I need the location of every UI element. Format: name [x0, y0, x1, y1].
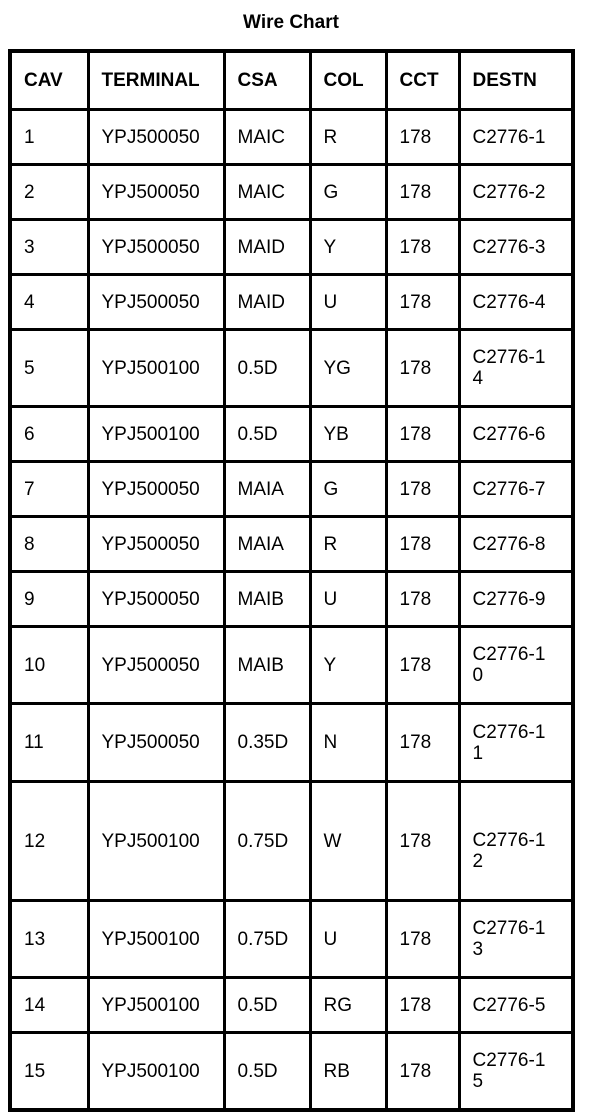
- terminal-cell: YPJ500100: [88, 978, 224, 1033]
- destn-cell: [459, 627, 573, 704]
- destn-text: C2776-8: [472, 533, 546, 555]
- table-row: [10, 330, 573, 407]
- wire-chart-table: [8, 49, 575, 1112]
- csa-cell: 0.5D: [224, 330, 310, 407]
- cav-cell: 8: [10, 517, 88, 572]
- cav-cell: 5: [10, 330, 88, 407]
- terminal-cell: YPJ500050: [88, 572, 224, 627]
- header-csa: CSA: [224, 51, 310, 110]
- col-cell: G: [310, 165, 386, 220]
- destn-cell: [459, 901, 573, 978]
- destn-text: C2776-4: [472, 291, 546, 313]
- cct-cell: 178: [386, 517, 459, 572]
- destn-cell: [459, 782, 573, 901]
- destn-text: C2776-13: [472, 918, 546, 960]
- header-cct: CCT: [386, 51, 459, 110]
- table-row: [10, 110, 573, 165]
- destn-text: C2776-14: [472, 347, 546, 389]
- cct-cell: 178: [386, 901, 459, 978]
- col-cell: Y: [310, 627, 386, 704]
- destn-text: C2776-1: [472, 126, 546, 148]
- table-row: [10, 782, 573, 901]
- col-cell: U: [310, 901, 386, 978]
- terminal-cell: YPJ500050: [88, 165, 224, 220]
- col-cell: G: [310, 462, 386, 517]
- destn-text: C2776-9: [472, 588, 546, 610]
- table-row: [10, 407, 573, 462]
- destn-cell: [459, 330, 573, 407]
- col-cell: RG: [310, 978, 386, 1033]
- table-row: [10, 275, 573, 330]
- terminal-cell: YPJ500100: [88, 901, 224, 978]
- destn-cell: [459, 407, 573, 462]
- header-row: [10, 51, 573, 110]
- col-cell: RB: [310, 1033, 386, 1111]
- terminal-cell: YPJ500050: [88, 627, 224, 704]
- terminal-cell: YPJ500050: [88, 462, 224, 517]
- cav-cell: 12: [10, 782, 88, 901]
- cct-cell: 178: [386, 627, 459, 704]
- col-cell: R: [310, 110, 386, 165]
- cct-cell: 178: [386, 782, 459, 901]
- wire-chart-title: Wire Chart: [243, 12, 339, 33]
- destn-cell: [459, 220, 573, 275]
- csa-cell: MAIC: [224, 165, 310, 220]
- cav-cell: 4: [10, 275, 88, 330]
- terminal-cell: YPJ500050: [88, 220, 224, 275]
- col-cell: U: [310, 572, 386, 627]
- destn-text: C2776-12: [472, 830, 546, 872]
- destn-text: C2776-7: [472, 478, 546, 500]
- terminal-cell: YPJ500050: [88, 110, 224, 165]
- table-row: [10, 220, 573, 275]
- cav-cell: 14: [10, 978, 88, 1033]
- cav-cell: 2: [10, 165, 88, 220]
- cav-cell: 9: [10, 572, 88, 627]
- col-cell: YB: [310, 407, 386, 462]
- terminal-cell: YPJ500100: [88, 782, 224, 901]
- destn-text: C2776-3: [472, 236, 546, 258]
- destn-cell: [459, 110, 573, 165]
- destn-text: C2776-10: [472, 644, 546, 686]
- terminal-cell: YPJ500100: [88, 407, 224, 462]
- col-cell: YG: [310, 330, 386, 407]
- terminal-cell: YPJ500050: [88, 275, 224, 330]
- cav-cell: 10: [10, 627, 88, 704]
- destn-cell: [459, 517, 573, 572]
- cav-cell: 7: [10, 462, 88, 517]
- table-row: [10, 1033, 573, 1111]
- cct-cell: 178: [386, 330, 459, 407]
- cct-cell: 178: [386, 110, 459, 165]
- col-cell: Y: [310, 220, 386, 275]
- cav-cell: 3: [10, 220, 88, 275]
- cct-cell: 178: [386, 572, 459, 627]
- terminal-cell: YPJ500050: [88, 704, 224, 782]
- terminal-cell: YPJ500100: [88, 1033, 224, 1111]
- col-cell: R: [310, 517, 386, 572]
- csa-cell: 0.75D: [224, 901, 310, 978]
- cct-cell: 178: [386, 978, 459, 1033]
- col-cell: U: [310, 275, 386, 330]
- destn-text: C2776-11: [472, 721, 546, 764]
- table-row: [10, 901, 573, 978]
- cct-cell: 178: [386, 462, 459, 517]
- csa-cell: 0.5D: [224, 407, 310, 462]
- table-row: [10, 165, 573, 220]
- csa-cell: 0.5D: [224, 1033, 310, 1111]
- header-col: COL: [310, 51, 386, 110]
- destn-cell: [459, 1033, 573, 1111]
- destn-cell: [459, 572, 573, 627]
- destn-cell: [459, 165, 573, 220]
- table-row: [10, 462, 573, 517]
- cav-cell: 11: [10, 704, 88, 782]
- destn-cell: [459, 704, 573, 782]
- table-row: [10, 978, 573, 1033]
- csa-cell: MAIA: [224, 462, 310, 517]
- terminal-cell: YPJ500100: [88, 330, 224, 407]
- csa-cell: 0.75D: [224, 782, 310, 901]
- cav-cell: 1: [10, 110, 88, 165]
- destn-cell: [459, 275, 573, 330]
- csa-cell: MAID: [224, 275, 310, 330]
- csa-cell: MAIA: [224, 517, 310, 572]
- header-cav: CAV: [10, 51, 88, 110]
- csa-cell: MAIB: [224, 572, 310, 627]
- cav-cell: 6: [10, 407, 88, 462]
- destn-text: C2776-15: [472, 1050, 546, 1092]
- csa-cell: 0.5D: [224, 978, 310, 1033]
- csa-cell: MAIB: [224, 627, 310, 704]
- cct-cell: 178: [386, 165, 459, 220]
- cav-cell: 13: [10, 901, 88, 978]
- csa-cell: MAIC: [224, 110, 310, 165]
- table-row: [10, 627, 573, 704]
- cct-cell: 178: [386, 275, 459, 330]
- csa-cell: MAID: [224, 220, 310, 275]
- csa-cell: 0.35D: [224, 704, 310, 782]
- col-cell: N: [310, 704, 386, 782]
- cct-cell: 178: [386, 1033, 459, 1111]
- destn-text: C2776-2: [472, 181, 546, 203]
- destn-text: C2776-5: [472, 994, 546, 1016]
- table-row: [10, 704, 573, 782]
- table-row: [10, 517, 573, 572]
- destn-cell: [459, 978, 573, 1033]
- cav-cell: 15: [10, 1033, 88, 1111]
- destn-text: C2776-6: [472, 423, 546, 445]
- col-cell: W: [310, 782, 386, 901]
- terminal-cell: YPJ500050: [88, 517, 224, 572]
- header-terminal: TERMINAL: [88, 51, 224, 110]
- table-row: [10, 572, 573, 627]
- cct-cell: 178: [386, 704, 459, 782]
- cct-cell: 178: [386, 220, 459, 275]
- header-destn: DESTN: [459, 51, 573, 110]
- cct-cell: 178: [386, 407, 459, 462]
- destn-cell: [459, 462, 573, 517]
